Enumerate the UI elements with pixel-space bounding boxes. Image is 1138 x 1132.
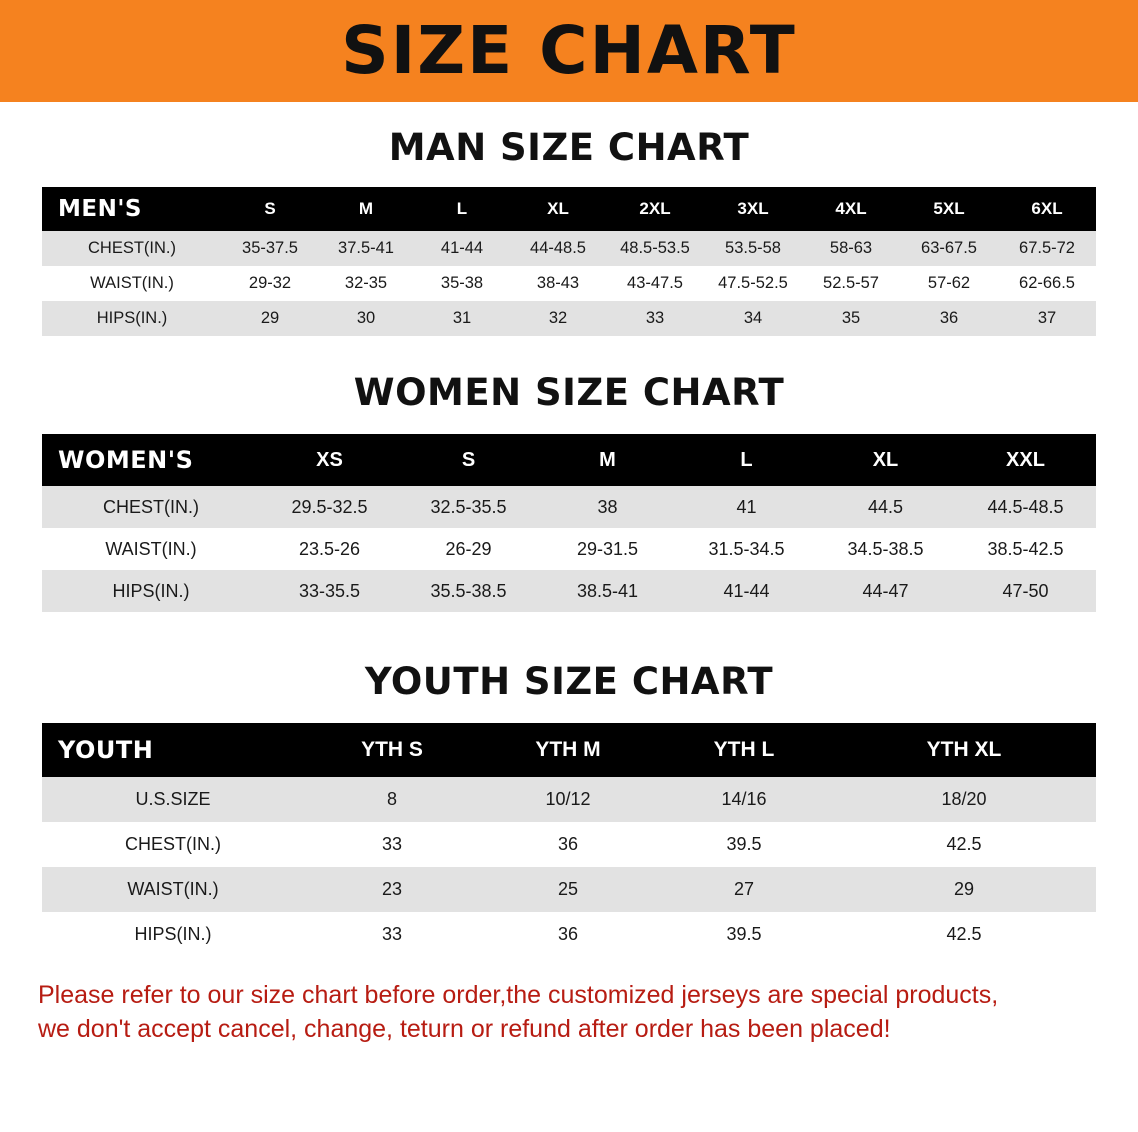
- man-size-col-1: M: [358, 199, 374, 218]
- women-cell-1-4: 34.5-38.5: [847, 538, 924, 559]
- women-cell-1-1: 26-29: [445, 538, 492, 559]
- women-table-wrap: [42, 434, 1096, 612]
- women-cell-0-1: 32.5-35.5: [430, 496, 507, 517]
- women-size-col-5: XXL: [1006, 448, 1045, 471]
- women-section-title: WOMEN SIZE CHART: [353, 371, 785, 414]
- man-size-table: [42, 187, 1096, 336]
- man-row-label-0: CHEST(IN.): [88, 239, 176, 257]
- women-cell-2-5: 47-50: [1002, 580, 1049, 601]
- youth-size-col-1: YTH M: [535, 738, 601, 761]
- table-header-row: [42, 723, 1096, 777]
- youth-size-table: [42, 723, 1096, 957]
- man-row-label-1: WAIST(IN.): [90, 274, 174, 292]
- women-cell-2-4: 44-47: [862, 580, 909, 601]
- man-cell-1-5: 47.5-52.5: [718, 274, 788, 292]
- man-cell-1-1: 32-35: [344, 274, 388, 292]
- youth-cell-1-2: 39.5: [726, 834, 762, 854]
- table-header-row: [42, 187, 1096, 231]
- man-cell-1-7: 57-62: [927, 274, 971, 292]
- youth-row-label-0: U.S.SIZE: [135, 789, 211, 809]
- youth-cell-3-2: 39.5: [726, 924, 762, 944]
- youth-cell-2-0: 23: [381, 879, 403, 899]
- table-row: [42, 822, 1096, 867]
- youth-cell-1-0: 33: [381, 834, 403, 854]
- youth-cell-3-1: 36: [557, 924, 579, 944]
- youth-row-label-2: WAIST(IN.): [127, 879, 219, 899]
- man-row-label-2: HIPS(IN.): [96, 309, 168, 327]
- women-cell-2-3: 41-44: [723, 580, 770, 601]
- women-size-col-4: XL: [872, 448, 899, 471]
- table-row: [42, 301, 1096, 336]
- man-table-wrap: [42, 187, 1096, 336]
- man-cell-2-6: 35: [841, 309, 861, 327]
- man-table-body: [42, 231, 1096, 336]
- women-cell-0-5: 44.5-48.5: [987, 496, 1064, 517]
- youth-row-label-3: HIPS(IN.): [134, 924, 212, 944]
- youth-header-label: YOUTH: [58, 736, 154, 764]
- women-row-label-1: WAIST(IN.): [105, 538, 197, 559]
- man-cell-2-4: 33: [645, 309, 665, 327]
- women-size-col-1: S: [461, 448, 476, 471]
- page-banner: [0, 0, 1138, 102]
- youth-cell-0-1: 10/12: [545, 789, 591, 809]
- man-cell-0-4: 48.5-53.5: [620, 239, 690, 257]
- man-cell-0-6: 58-63: [829, 239, 873, 257]
- women-table-body: [42, 486, 1096, 612]
- youth-size-col-0: YTH S: [361, 738, 423, 761]
- man-table-header: [42, 187, 1096, 231]
- youth-size-col-3: YTH XL: [926, 738, 1002, 761]
- women-size-table: [42, 434, 1096, 612]
- man-cell-1-8: 62-66.5: [1019, 274, 1075, 292]
- youth-cell-0-2: 14/16: [721, 789, 767, 809]
- women-cell-0-3: 41: [736, 496, 757, 517]
- table-row: [42, 570, 1096, 612]
- youth-table-header: [42, 723, 1096, 777]
- man-size-col-8: 6XL: [1031, 199, 1063, 218]
- man-cell-0-1: 37.5-41: [338, 239, 394, 257]
- youth-section-title: YOUTH SIZE CHART: [364, 660, 774, 703]
- women-cell-1-5: 38.5-42.5: [987, 538, 1064, 559]
- man-cell-0-7: 63-67.5: [921, 239, 977, 257]
- man-cell-2-8: 37: [1037, 309, 1057, 327]
- man-size-col-2: L: [456, 199, 468, 218]
- man-cell-1-4: 43-47.5: [627, 274, 683, 292]
- youth-table-body: [42, 777, 1096, 957]
- page-title: SIZE CHART: [341, 12, 797, 89]
- women-header-label: WOMEN'S: [58, 446, 194, 474]
- youth-cell-1-1: 36: [557, 834, 579, 854]
- youth-row-label-1: CHEST(IN.): [125, 834, 221, 854]
- man-cell-0-8: 67.5-72: [1019, 239, 1075, 257]
- women-cell-1-2: 29-31.5: [576, 538, 639, 559]
- man-cell-2-1: 30: [356, 309, 376, 327]
- man-cell-1-0: 29-32: [248, 274, 292, 292]
- table-row: [42, 867, 1096, 912]
- table-row: [42, 486, 1096, 528]
- women-row-label-2: HIPS(IN.): [112, 580, 190, 601]
- man-cell-2-3: 32: [548, 309, 568, 327]
- table-row: [42, 528, 1096, 570]
- man-cell-2-0: 29: [260, 309, 280, 327]
- man-cell-2-7: 36: [939, 309, 959, 327]
- women-size-col-2: M: [599, 448, 616, 471]
- youth-size-col-2: YTH L: [713, 738, 775, 761]
- man-size-col-3: XL: [547, 199, 569, 218]
- youth-table-wrap: [42, 723, 1096, 957]
- table-row: [42, 266, 1096, 301]
- man-cell-0-5: 53.5-58: [725, 239, 781, 257]
- table-header-row: [42, 434, 1096, 486]
- man-size-col-7: 5XL: [933, 199, 965, 218]
- man-cell-1-6: 52.5-57: [823, 274, 879, 292]
- women-size-col-3: L: [740, 448, 753, 471]
- man-cell-0-0: 35-37.5: [242, 239, 298, 257]
- man-size-col-0: S: [264, 199, 276, 218]
- man-size-col-5: 3XL: [737, 199, 769, 218]
- women-cell-2-1: 35.5-38.5: [430, 580, 507, 601]
- man-cell-0-3: 44-48.5: [530, 239, 586, 257]
- policy-note-line-2: we don't accept cancel, change, teturn or refund after order has been placed!: [38, 1014, 891, 1043]
- man-cell-1-3: 38-43: [536, 274, 580, 292]
- table-row: [42, 231, 1096, 266]
- women-cell-0-2: 38: [597, 496, 618, 517]
- man-cell-2-5: 34: [743, 309, 763, 327]
- man-size-col-6: 4XL: [835, 199, 867, 218]
- table-row: [42, 912, 1096, 957]
- policy-note-line-1: Please refer to our size chart before order,the customized jerseys are special products,: [38, 981, 999, 1009]
- youth-cell-3-3: 42.5: [946, 924, 982, 944]
- youth-cell-1-3: 42.5: [946, 834, 982, 854]
- table-row: [42, 777, 1096, 822]
- youth-cell-2-2: 27: [733, 879, 755, 899]
- youth-cell-3-0: 33: [381, 924, 403, 944]
- women-cell-0-4: 44.5: [867, 496, 904, 517]
- man-size-col-4: 2XL: [639, 199, 671, 218]
- women-cell-2-2: 38.5-41: [576, 580, 639, 601]
- youth-cell-2-3: 29: [953, 879, 975, 899]
- man-header-label: MEN'S: [58, 196, 142, 222]
- policy-note: [38, 979, 1100, 1047]
- women-cell-0-0: 29.5-32.5: [291, 496, 368, 517]
- women-cell-1-3: 31.5-34.5: [708, 538, 785, 559]
- man-section-title: MAN SIZE CHART: [388, 126, 750, 169]
- man-cell-2-2: 31: [452, 309, 472, 327]
- man-cell-0-2: 41-44: [440, 239, 484, 257]
- youth-cell-0-0: 8: [386, 789, 397, 809]
- youth-cell-2-1: 25: [557, 879, 579, 899]
- women-table-header: [42, 434, 1096, 486]
- man-cell-1-2: 35-38: [440, 274, 484, 292]
- youth-cell-0-3: 18/20: [941, 789, 987, 809]
- women-row-label-0: CHEST(IN.): [103, 496, 199, 517]
- women-cell-2-0: 33-35.5: [298, 580, 361, 601]
- women-size-col-0: XS: [316, 448, 343, 471]
- women-cell-1-0: 23.5-26: [298, 538, 361, 559]
